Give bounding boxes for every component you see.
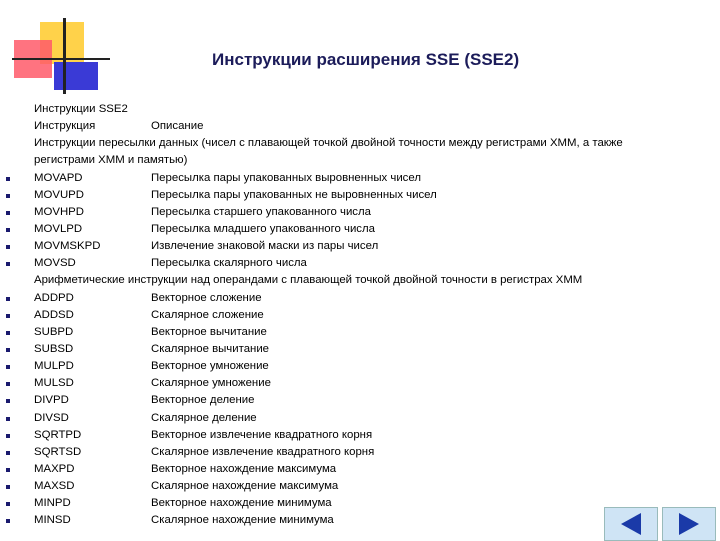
column-header-instruction: Инструкция xyxy=(34,120,96,133)
instruction-name: SUBPD xyxy=(34,325,74,338)
instruction-name: ADDSD xyxy=(34,308,74,321)
logo-vertical-line xyxy=(63,18,66,94)
instruction-description: Пересылка скалярного числа xyxy=(151,257,307,270)
list-item xyxy=(0,221,720,238)
bullet-icon xyxy=(6,211,10,215)
instruction-name: MULSD xyxy=(34,377,74,390)
instruction-name: MINSD xyxy=(34,514,71,527)
prev-slide-button[interactable] xyxy=(604,507,658,541)
list-item xyxy=(0,307,720,324)
bullet-icon xyxy=(6,194,10,198)
transfer-intro-text-2: регистрами XMM и памятью) xyxy=(34,154,188,167)
arith-instruction-list xyxy=(0,290,720,530)
bullet-icon xyxy=(6,399,10,403)
instruction-description: Векторное нахождение минимума xyxy=(151,497,332,510)
instruction-description: Скалярное умножение xyxy=(151,377,271,390)
bullet-icon xyxy=(6,434,10,438)
bullet-icon xyxy=(6,228,10,232)
bullet-icon xyxy=(6,331,10,335)
list-item xyxy=(0,187,720,204)
instruction-description: Векторное вычитание xyxy=(151,325,267,338)
instruction-description: Векторное нахождение максимума xyxy=(151,462,337,475)
bullet-icon xyxy=(6,262,10,266)
column-header-description: Описание xyxy=(151,120,204,133)
instruction-description: Скалярное извлечение квадратного корня xyxy=(151,445,375,458)
instruction-name: SQRTSD xyxy=(34,445,82,458)
instruction-name: DIVSD xyxy=(34,411,69,424)
list-item xyxy=(0,410,720,427)
transfer-intro-line-2 xyxy=(0,152,720,169)
bullet-icon xyxy=(6,485,10,489)
list-item xyxy=(0,461,720,478)
list-item xyxy=(0,427,720,444)
section-heading xyxy=(0,101,720,118)
instruction-name: MAXSD xyxy=(34,480,75,493)
bullet-icon xyxy=(6,468,10,472)
bullet-icon xyxy=(6,382,10,386)
sse2-heading: Инструкции SSE2 xyxy=(34,103,128,115)
instruction-name: MOVHPD xyxy=(34,205,84,218)
bullet-icon xyxy=(6,297,10,301)
instruction-description: Извлечение знаковой маски из пары чисел xyxy=(151,240,379,253)
table-header-row xyxy=(0,118,720,135)
list-item xyxy=(0,478,720,495)
list-item xyxy=(0,444,720,461)
instruction-description: Пересылка пары упакованных не выровненных чисел xyxy=(151,188,437,201)
triangle-left-icon xyxy=(605,508,657,540)
list-item xyxy=(0,392,720,409)
instruction-name: MOVUPD xyxy=(34,188,84,201)
instruction-name: DIVPD xyxy=(34,394,69,407)
bullet-icon xyxy=(6,417,10,421)
instruction-description: Векторное сложение xyxy=(151,291,262,304)
list-item xyxy=(0,255,720,272)
instruction-description: Пересылка младшего упакованного числа xyxy=(151,222,375,235)
instruction-description: Скалярное вычитание xyxy=(151,342,270,355)
instruction-name: MOVLPD xyxy=(34,222,83,235)
instruction-name: SQRTPD xyxy=(34,428,82,441)
instruction-description: Пересылка пары упакованных выровненных чисел xyxy=(151,171,421,184)
instruction-name: MOVSD xyxy=(34,257,76,270)
slide-content xyxy=(0,101,720,530)
instruction-description: Скалярное деление xyxy=(151,411,257,424)
list-item xyxy=(0,324,720,341)
bullet-icon xyxy=(6,451,10,455)
instruction-description: Скалярное сложение xyxy=(151,308,264,321)
arith-intro-line xyxy=(0,272,720,289)
instruction-name: MOVAPD xyxy=(34,171,83,184)
triangle-right-icon xyxy=(663,508,715,540)
bullet-icon xyxy=(6,519,10,523)
list-item xyxy=(0,375,720,392)
transfer-instruction-list xyxy=(0,170,720,273)
list-item xyxy=(0,238,720,255)
list-item xyxy=(0,341,720,358)
bullet-icon xyxy=(6,245,10,249)
logo-blue-square xyxy=(54,62,98,90)
bullet-icon xyxy=(6,348,10,352)
instruction-description: Пересылка старшего упакованного числа xyxy=(151,205,371,218)
transfer-intro-line-1 xyxy=(0,135,720,152)
bullet-icon xyxy=(6,314,10,318)
list-item xyxy=(0,290,720,307)
instruction-description: Скалярное нахождение минимума xyxy=(151,514,334,527)
list-item xyxy=(0,170,720,187)
instruction-name: SUBSD xyxy=(34,342,74,355)
instruction-name: MOVMSKPD xyxy=(34,240,101,253)
slide-logo xyxy=(0,0,110,95)
bullet-icon xyxy=(6,177,10,181)
instruction-description: Векторное извлечение квадратного корня xyxy=(151,428,373,441)
instruction-name: MULPD xyxy=(34,360,74,373)
logo-horizontal-line xyxy=(12,58,110,60)
slide-title: Инструкции расширения SSE (SSE2) xyxy=(212,50,520,69)
arith-intro-text: Арифметические инструкции над операндами с плавающей точкой двойной точности в регистрах XMM xyxy=(34,274,583,287)
instruction-description: Векторное деление xyxy=(151,394,255,407)
next-slide-button[interactable] xyxy=(662,507,716,541)
instruction-description: Скалярное нахождение максимума xyxy=(151,480,339,493)
list-item xyxy=(0,358,720,375)
list-item xyxy=(0,204,720,221)
instruction-description: Векторное умножение xyxy=(151,360,269,373)
transfer-intro-text-1: Инструкции пересылки данных (чисел с плавающей точкой двойной точности между регистрами XMM, а также xyxy=(34,137,623,150)
instruction-name: MINPD xyxy=(34,497,71,510)
bullet-icon xyxy=(6,365,10,369)
instruction-name: ADDPD xyxy=(34,291,74,304)
bullet-icon xyxy=(6,502,10,506)
instruction-name: MAXPD xyxy=(34,462,75,475)
